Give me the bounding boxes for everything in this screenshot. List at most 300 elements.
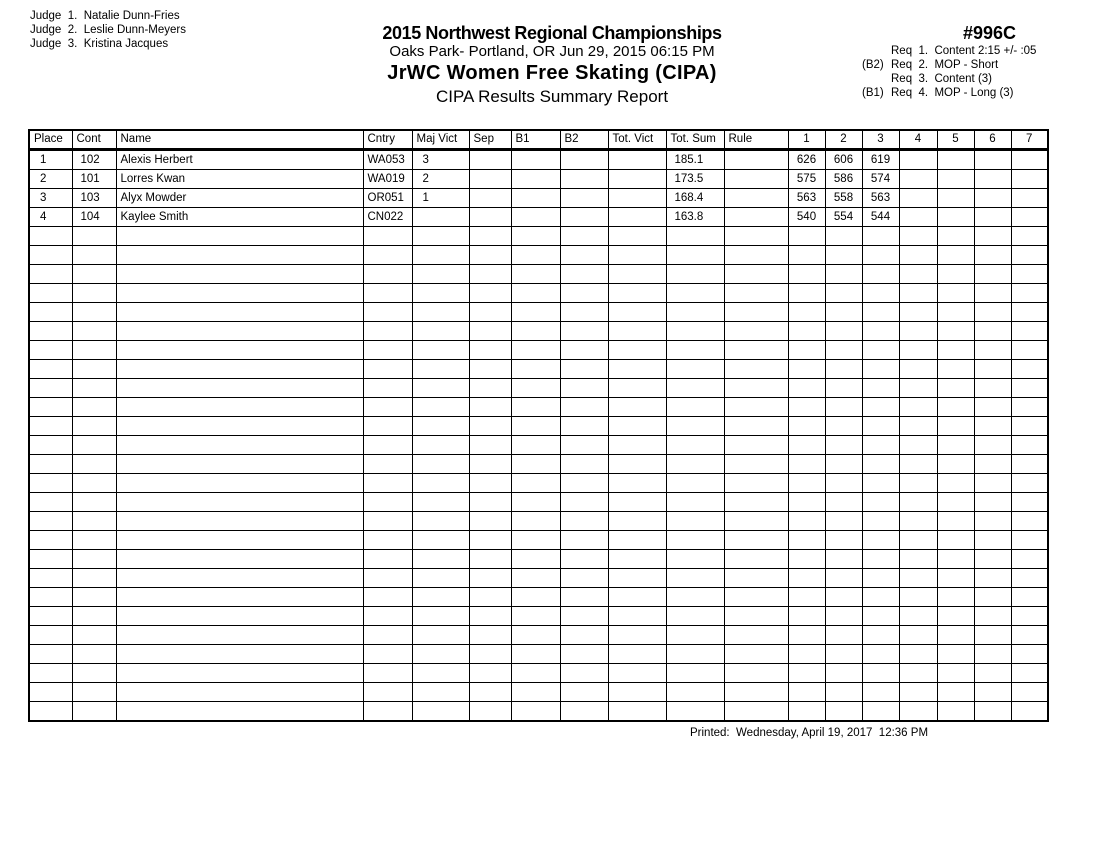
empty-cell — [899, 303, 937, 322]
empty-cell — [469, 360, 511, 379]
empty-cell — [862, 550, 899, 569]
empty-cell — [29, 645, 72, 664]
empty-cell — [937, 265, 974, 284]
empty-cell — [363, 493, 412, 512]
empty-cell — [469, 455, 511, 474]
empty-cell — [724, 379, 788, 398]
empty-cell — [560, 398, 608, 417]
empty-cell — [511, 626, 560, 645]
cell-judge-3: 619 — [862, 150, 899, 170]
empty-cell — [72, 493, 116, 512]
empty-cell — [560, 588, 608, 607]
cell-judge-7 — [1011, 150, 1048, 170]
empty-cell — [825, 341, 862, 360]
empty-cell — [560, 379, 608, 398]
empty-cell — [825, 360, 862, 379]
empty-cell — [899, 626, 937, 645]
empty-cell — [29, 474, 72, 493]
empty-cell — [825, 664, 862, 683]
empty-cell — [937, 398, 974, 417]
empty-cell — [608, 531, 666, 550]
empty-cell — [608, 436, 666, 455]
empty-cell — [974, 398, 1011, 417]
cell-judge-4 — [899, 150, 937, 170]
empty-cell — [788, 664, 825, 683]
empty-cell — [937, 626, 974, 645]
empty-cell — [116, 246, 363, 265]
empty-cell — [666, 626, 724, 645]
empty-cell — [862, 512, 899, 531]
col-header-maj-vict: Maj Vict — [412, 130, 469, 150]
empty-cell — [666, 322, 724, 341]
empty-cell — [974, 569, 1011, 588]
col-header-tot-vict: Tot. Vict — [608, 130, 666, 150]
empty-cell — [469, 341, 511, 360]
col-header-judge-7: 7 — [1011, 130, 1048, 150]
event-number: #996C — [963, 23, 1017, 43]
empty-cell — [29, 265, 72, 284]
table-row-empty — [29, 569, 1048, 588]
empty-cell — [560, 341, 608, 360]
empty-cell — [1011, 569, 1048, 588]
empty-cell — [899, 607, 937, 626]
empty-cell — [412, 664, 469, 683]
printed-timestamp: Printed: Wednesday, April 19, 2017 12:36 PM — [690, 727, 929, 739]
empty-cell — [116, 645, 363, 664]
empty-cell — [560, 474, 608, 493]
empty-cell — [666, 607, 724, 626]
requirements-panel — [862, 44, 1036, 100]
empty-cell — [724, 550, 788, 569]
empty-cell — [899, 398, 937, 417]
empty-cell — [72, 284, 116, 303]
cell-judge-3: 544 — [862, 208, 899, 227]
col-header-judge-1: 1 — [788, 130, 825, 150]
empty-cell — [974, 265, 1011, 284]
table-row-empty — [29, 398, 1048, 417]
table-row-empty — [29, 626, 1048, 645]
empty-cell — [825, 702, 862, 722]
empty-cell — [666, 645, 724, 664]
empty-cell — [974, 531, 1011, 550]
empty-cell — [862, 702, 899, 722]
empty-cell — [469, 664, 511, 683]
cell-cntry: WA053 — [363, 150, 412, 170]
empty-cell — [937, 246, 974, 265]
empty-cell — [788, 607, 825, 626]
empty-cell — [899, 455, 937, 474]
empty-cell — [29, 664, 72, 683]
cell-cont: 102 — [72, 150, 116, 170]
empty-cell — [974, 588, 1011, 607]
empty-cell — [974, 550, 1011, 569]
empty-cell — [666, 341, 724, 360]
empty-cell — [724, 360, 788, 379]
empty-cell — [72, 626, 116, 645]
empty-cell — [825, 322, 862, 341]
empty-cell — [72, 569, 116, 588]
empty-cell — [899, 284, 937, 303]
empty-cell — [29, 246, 72, 265]
empty-cell — [72, 303, 116, 322]
col-header-rule: Rule — [724, 130, 788, 150]
empty-cell — [862, 341, 899, 360]
table-body — [29, 150, 1048, 722]
cell-place: 3 — [29, 189, 72, 208]
empty-cell — [29, 569, 72, 588]
empty-cell — [974, 436, 1011, 455]
cell-tot-sum: 168.4 — [666, 189, 724, 208]
empty-cell — [1011, 265, 1048, 284]
empty-cell — [825, 569, 862, 588]
empty-cell — [412, 569, 469, 588]
empty-cell — [666, 702, 724, 722]
cell-cont: 101 — [72, 170, 116, 189]
empty-cell — [363, 607, 412, 626]
empty-cell — [116, 379, 363, 398]
empty-cell — [666, 284, 724, 303]
empty-cell — [560, 246, 608, 265]
cell-judge-7 — [1011, 170, 1048, 189]
judge-label: Judge 3. — [30, 38, 78, 50]
empty-cell — [899, 474, 937, 493]
empty-cell — [412, 626, 469, 645]
empty-cell — [560, 702, 608, 722]
requirement-text: Req 2. MOP - Short — [891, 59, 999, 71]
requirement-text: Req 3. Content (3) — [891, 73, 992, 85]
col-header-b1: B1 — [511, 130, 560, 150]
empty-cell — [974, 664, 1011, 683]
cell-sep — [469, 170, 511, 189]
empty-cell — [974, 227, 1011, 246]
empty-cell — [560, 531, 608, 550]
empty-cell — [511, 417, 560, 436]
empty-cell — [937, 436, 974, 455]
empty-cell — [974, 645, 1011, 664]
empty-cell — [608, 512, 666, 531]
venue-datetime: Oaks Park- Portland, OR Jun 29, 2015 06:15 PM — [389, 43, 715, 60]
empty-cell — [511, 683, 560, 702]
empty-cell — [469, 645, 511, 664]
empty-cell — [72, 227, 116, 246]
col-header-judge-4: 4 — [899, 130, 937, 150]
empty-cell — [116, 607, 363, 626]
cell-rule — [724, 150, 788, 170]
empty-cell — [862, 227, 899, 246]
empty-cell — [29, 588, 72, 607]
cell-judge-1: 626 — [788, 150, 825, 170]
empty-cell — [412, 341, 469, 360]
empty-cell — [412, 531, 469, 550]
table-row-empty — [29, 360, 1048, 379]
empty-cell — [788, 531, 825, 550]
empty-cell — [1011, 322, 1048, 341]
empty-cell — [608, 341, 666, 360]
empty-cell — [937, 379, 974, 398]
empty-cell — [363, 436, 412, 455]
cell-cntry: OR051 — [363, 189, 412, 208]
table-row-empty — [29, 341, 1048, 360]
empty-cell — [469, 531, 511, 550]
empty-cell — [412, 455, 469, 474]
cell-judge-3: 574 — [862, 170, 899, 189]
empty-cell — [412, 702, 469, 722]
empty-cell — [608, 455, 666, 474]
empty-cell — [666, 379, 724, 398]
empty-cell — [560, 417, 608, 436]
empty-cell — [469, 607, 511, 626]
empty-cell — [937, 417, 974, 436]
empty-cell — [608, 683, 666, 702]
cell-tot-sum: 173.5 — [666, 170, 724, 189]
cell-sep — [469, 150, 511, 170]
empty-cell — [666, 303, 724, 322]
competition-title: 2015 Northwest Regional Championships — [382, 23, 722, 43]
empty-cell — [788, 512, 825, 531]
empty-cell — [72, 702, 116, 722]
cell-judge-2: 558 — [825, 189, 862, 208]
empty-cell — [899, 512, 937, 531]
empty-cell — [937, 664, 974, 683]
empty-cell — [511, 455, 560, 474]
empty-cell — [363, 531, 412, 550]
empty-cell — [666, 455, 724, 474]
empty-cell — [116, 360, 363, 379]
cell-judge-5 — [937, 170, 974, 189]
empty-cell — [825, 493, 862, 512]
table-row-empty — [29, 284, 1048, 303]
cell-tot-vict — [608, 170, 666, 189]
empty-cell — [363, 417, 412, 436]
empty-cell — [412, 284, 469, 303]
cell-judge-6 — [974, 150, 1011, 170]
empty-cell — [511, 341, 560, 360]
cell-maj-vict: 2 — [412, 170, 469, 189]
empty-cell — [116, 436, 363, 455]
empty-cell — [363, 322, 412, 341]
empty-cell — [788, 303, 825, 322]
empty-cell — [1011, 360, 1048, 379]
cell-b1 — [511, 208, 560, 227]
cell-maj-vict: 3 — [412, 150, 469, 170]
empty-cell — [560, 455, 608, 474]
empty-cell — [899, 569, 937, 588]
empty-cell — [724, 607, 788, 626]
empty-cell — [825, 284, 862, 303]
empty-cell — [116, 493, 363, 512]
cell-b1 — [511, 150, 560, 170]
empty-cell — [116, 474, 363, 493]
empty-cell — [363, 455, 412, 474]
empty-cell — [469, 417, 511, 436]
empty-cell — [469, 265, 511, 284]
empty-cell — [469, 683, 511, 702]
empty-cell — [608, 493, 666, 512]
requirement-text: Req 1. Content 2:15 +/- :05 — [891, 45, 1037, 57]
table-row-empty — [29, 493, 1048, 512]
table-row-empty — [29, 531, 1048, 550]
table-row — [29, 208, 1048, 227]
cell-sep — [469, 208, 511, 227]
empty-cell — [412, 227, 469, 246]
col-header-tot-sum: Tot. Sum — [666, 130, 724, 150]
empty-cell — [862, 246, 899, 265]
empty-cell — [937, 341, 974, 360]
empty-cell — [1011, 702, 1048, 722]
empty-cell — [29, 360, 72, 379]
empty-cell — [560, 436, 608, 455]
empty-cell — [974, 246, 1011, 265]
cell-judge-6 — [974, 208, 1011, 227]
empty-cell — [608, 626, 666, 645]
empty-cell — [724, 569, 788, 588]
empty-cell — [29, 493, 72, 512]
empty-cell — [608, 379, 666, 398]
empty-cell — [937, 550, 974, 569]
col-header-judge-3: 3 — [862, 130, 899, 150]
cell-rule — [724, 170, 788, 189]
table-row-empty — [29, 455, 1048, 474]
empty-cell — [788, 341, 825, 360]
col-header-judge-6: 6 — [974, 130, 1011, 150]
cell-cont: 104 — [72, 208, 116, 227]
empty-cell — [724, 531, 788, 550]
empty-cell — [608, 303, 666, 322]
empty-cell — [363, 360, 412, 379]
empty-cell — [511, 550, 560, 569]
empty-cell — [116, 417, 363, 436]
cell-b1 — [511, 170, 560, 189]
empty-cell — [29, 512, 72, 531]
empty-cell — [116, 303, 363, 322]
empty-cell — [862, 664, 899, 683]
empty-cell — [29, 284, 72, 303]
report-name: CIPA Results Summary Report — [435, 87, 669, 106]
col-header-place: Place — [29, 130, 72, 150]
empty-cell — [560, 645, 608, 664]
empty-cell — [116, 531, 363, 550]
table-row-empty — [29, 379, 1048, 398]
table-row-empty — [29, 588, 1048, 607]
empty-cell — [72, 436, 116, 455]
empty-cell — [412, 436, 469, 455]
cell-place: 2 — [29, 170, 72, 189]
empty-cell — [469, 227, 511, 246]
cell-tot-sum: 163.8 — [666, 208, 724, 227]
empty-cell — [116, 322, 363, 341]
empty-cell — [412, 645, 469, 664]
empty-cell — [72, 588, 116, 607]
cell-tot-sum: 185.1 — [666, 150, 724, 170]
empty-cell — [788, 417, 825, 436]
empty-cell — [1011, 341, 1048, 360]
table-row-empty — [29, 702, 1048, 722]
empty-cell — [974, 512, 1011, 531]
empty-cell — [862, 322, 899, 341]
cell-place: 1 — [29, 150, 72, 170]
empty-cell — [29, 417, 72, 436]
empty-cell — [608, 474, 666, 493]
empty-cell — [899, 417, 937, 436]
empty-cell — [666, 588, 724, 607]
empty-cell — [724, 588, 788, 607]
empty-cell — [1011, 550, 1048, 569]
empty-cell — [116, 550, 363, 569]
empty-cell — [511, 322, 560, 341]
empty-cell — [469, 569, 511, 588]
cell-b2 — [560, 189, 608, 208]
empty-cell — [363, 664, 412, 683]
empty-cell — [511, 702, 560, 722]
judge-label: Judge 1. — [30, 10, 78, 22]
empty-cell — [937, 474, 974, 493]
empty-cell — [666, 360, 724, 379]
empty-cell — [72, 683, 116, 702]
empty-cell — [899, 588, 937, 607]
empty-cell — [974, 417, 1011, 436]
empty-cell — [511, 398, 560, 417]
empty-cell — [666, 664, 724, 683]
table-row-empty — [29, 512, 1048, 531]
empty-cell — [560, 360, 608, 379]
empty-cell — [1011, 683, 1048, 702]
empty-cell — [666, 474, 724, 493]
empty-cell — [899, 702, 937, 722]
empty-cell — [974, 493, 1011, 512]
cell-b2 — [560, 208, 608, 227]
empty-cell — [608, 417, 666, 436]
col-header-sep: Sep — [469, 130, 511, 150]
empty-cell — [1011, 246, 1048, 265]
empty-cell — [412, 417, 469, 436]
empty-cell — [412, 246, 469, 265]
empty-cell — [862, 626, 899, 645]
table-header-row — [29, 130, 1048, 150]
table-row-empty — [29, 645, 1048, 664]
empty-cell — [72, 417, 116, 436]
empty-cell — [862, 436, 899, 455]
empty-cell — [29, 550, 72, 569]
empty-cell — [412, 588, 469, 607]
requirement-2 — [862, 58, 1036, 72]
empty-cell — [608, 284, 666, 303]
empty-cell — [825, 512, 862, 531]
cell-judge-1: 540 — [788, 208, 825, 227]
empty-cell — [363, 246, 412, 265]
empty-cell — [666, 512, 724, 531]
empty-cell — [363, 588, 412, 607]
empty-cell — [511, 664, 560, 683]
empty-cell — [363, 683, 412, 702]
empty-cell — [788, 626, 825, 645]
empty-cell — [469, 379, 511, 398]
empty-cell — [724, 455, 788, 474]
empty-cell — [29, 683, 72, 702]
empty-cell — [608, 265, 666, 284]
empty-cell — [412, 474, 469, 493]
col-header-b2: B2 — [560, 130, 608, 150]
empty-cell — [469, 588, 511, 607]
empty-cell — [412, 493, 469, 512]
empty-cell — [560, 303, 608, 322]
cell-b2 — [560, 150, 608, 170]
empty-cell — [116, 227, 363, 246]
cell-rule — [724, 189, 788, 208]
empty-cell — [608, 664, 666, 683]
table-row — [29, 170, 1048, 189]
empty-cell — [469, 512, 511, 531]
empty-cell — [560, 607, 608, 626]
